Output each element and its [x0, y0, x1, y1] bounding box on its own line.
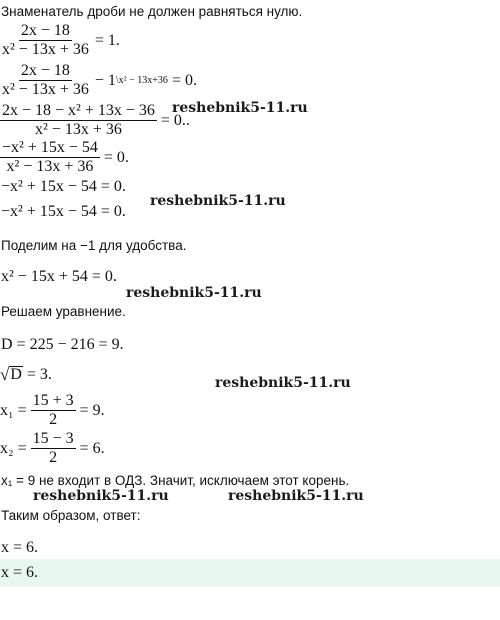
equation-6: −x² + 15x − 54 = 0. [1, 203, 126, 220]
equation-1 [0, 22, 120, 59]
denominator: 2 [49, 411, 58, 428]
numerator: 2x − 18 [20, 62, 70, 79]
numerator: 2x − 18 − x² + 13x − 36 [2, 102, 155, 119]
equation-3 [0, 102, 190, 139]
odz-text: x₁ = 9 не входит в ОДЗ. Значит, исключаем этот корень. [1, 473, 350, 488]
watermark: reshebnik5-11.ru [215, 375, 351, 391]
answer-highlight [0, 559, 500, 587]
fraction [31, 392, 76, 429]
solve-text: Решаем уравнение. [1, 304, 126, 319]
equation-7: x² − 15x + 54 = 0. [1, 268, 117, 285]
denominator: x² − 13x + 36 [35, 121, 122, 138]
answer-line-2: x = 6. [1, 564, 39, 581]
watermark: reshebnik5-11.ru [228, 488, 364, 504]
equation-rhs: = 0. [103, 148, 129, 166]
fraction [31, 430, 76, 467]
equation-rhs: = 0. [171, 71, 197, 89]
sqrt [0, 366, 23, 384]
denominator: x² − 13x + 36 [6, 158, 94, 175]
numerator: 2x − 18 [20, 22, 70, 39]
lhs: x₂ = [0, 439, 27, 457]
denominator: 2 [49, 449, 58, 466]
lhs: x₁ = [0, 401, 27, 419]
equation-rhs: = 9. [79, 401, 105, 419]
equation-4 [0, 139, 129, 176]
fraction [0, 139, 100, 176]
numerator: 15 + 3 [32, 392, 74, 409]
fraction [0, 102, 157, 139]
radicand: D [10, 366, 22, 383]
equation-rhs: = 1. [94, 31, 120, 49]
answer-intro: Таким образом, ответ: [1, 508, 141, 523]
answer-line-1: x = 6. [1, 539, 39, 556]
radical-sign: √ [0, 365, 10, 384]
equation-rhs: = 0.. [160, 111, 190, 129]
numerator: −x² + 15x − 54 [2, 139, 98, 156]
fraction [0, 22, 91, 59]
root-x1 [0, 392, 105, 429]
denominator: x² − 13x + 36 [2, 41, 89, 58]
numerator: 15 − 3 [32, 430, 74, 447]
equation-rhs: = 3. [26, 366, 52, 383]
discriminant: D = 225 − 216 = 9. [1, 336, 124, 353]
fraction [0, 62, 91, 99]
denominator: x² − 13x + 36 [2, 81, 89, 98]
exponent: \x² − 13x+36 [115, 75, 168, 86]
minus-term: − 1 [94, 71, 116, 89]
equation-2 [0, 62, 197, 99]
sqrt-discriminant [0, 366, 52, 384]
equation-rhs: = 6. [79, 439, 105, 457]
watermark: reshebnik5-11.ru [33, 488, 169, 504]
watermark: reshebnik5-11.ru [150, 193, 286, 209]
divide-text: Поделим на −1 для удобства. [1, 238, 187, 253]
intro-text: Знаменатель дроби не должен равняться нулю. [1, 4, 303, 19]
root-x2 [0, 430, 105, 467]
watermark: reshebnik5-11.ru [172, 100, 308, 116]
equation-5: −x² + 15x − 54 = 0. [1, 178, 126, 195]
watermark: reshebnik5-11.ru [126, 285, 262, 301]
